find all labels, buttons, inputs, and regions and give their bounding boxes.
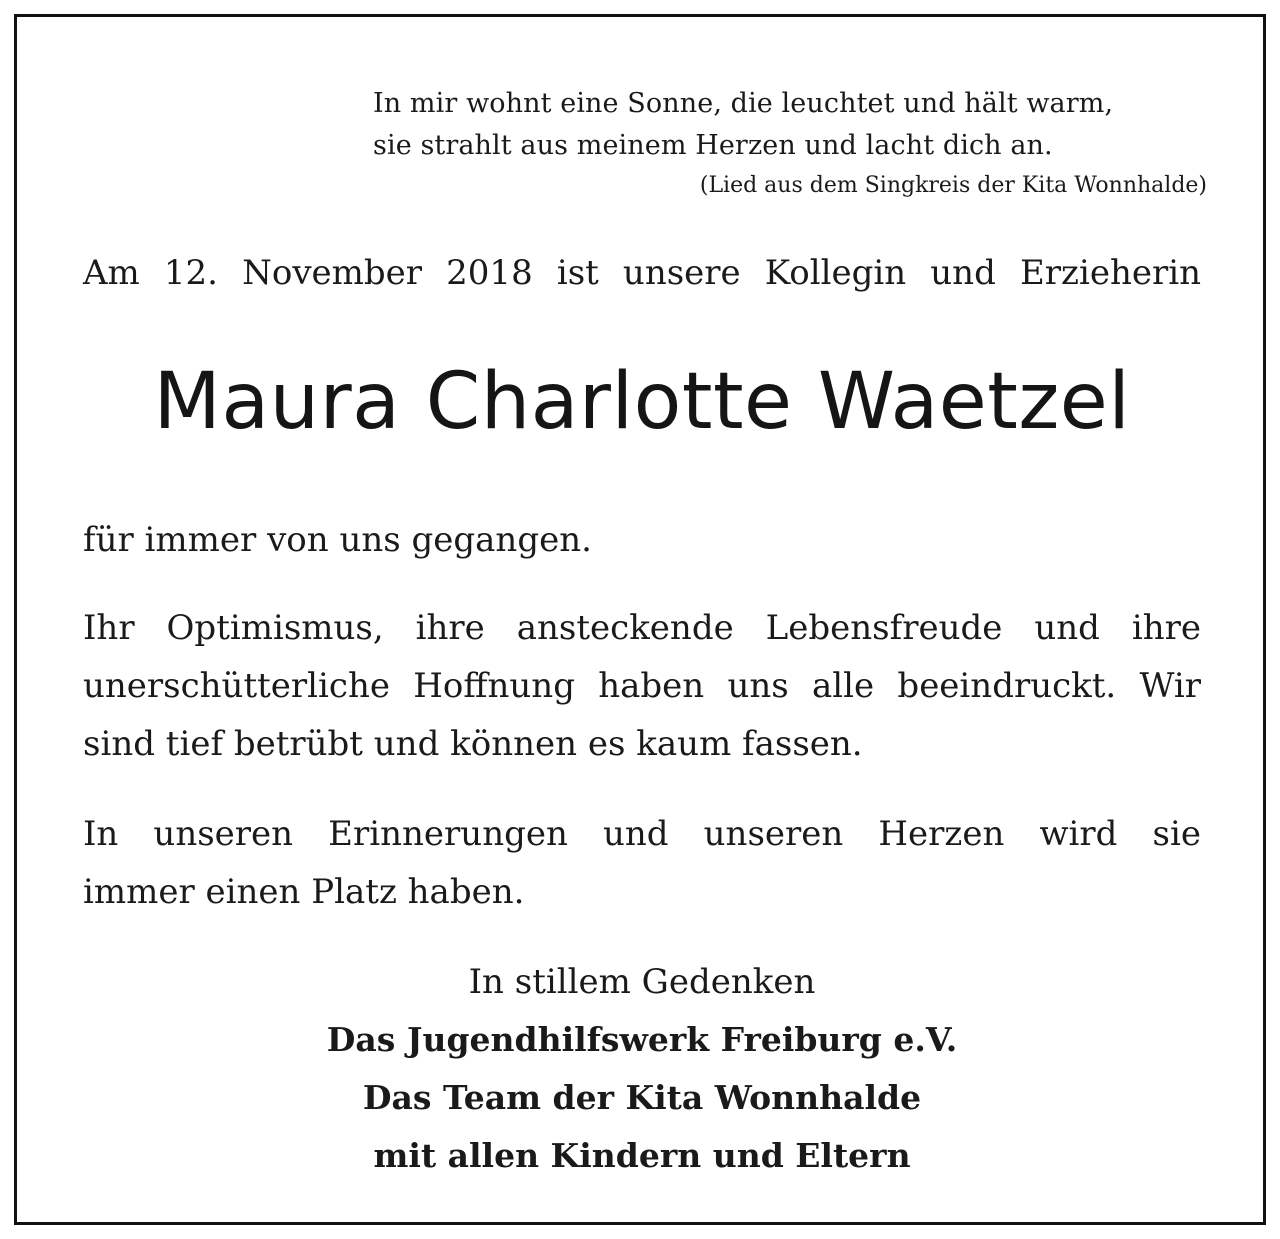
motto-line-2: sie strahlt aus meinem Herzen und lacht dich an.	[373, 130, 1053, 161]
paragraph-2	[83, 599, 1201, 773]
sender-team: Das Team der Kita Wonnhalde	[362, 1078, 922, 1117]
deceased-name: Maura Charlotte Waetzel	[153, 357, 1131, 447]
paragraph-3-line-2: immer einen Platz haben.	[83, 872, 525, 912]
paragraph-3	[83, 805, 1201, 921]
sender-organization: Das Jugendhilfswerk Freiburg e.V.	[326, 1020, 958, 1059]
intro-text: Am 12. November 2018 ist unsere Kollegin und Erzieherin	[83, 253, 1201, 293]
motto-quote	[373, 83, 1203, 167]
closing-block	[83, 953, 1201, 1185]
paragraph-1	[83, 511, 1201, 569]
obituary-notice	[14, 14, 1266, 1225]
paragraph-1-line: für immer von uns gegangen.	[83, 520, 592, 560]
paragraph-2-line-1: Ihr Optimismus, ihre ansteckende Lebensfreude und ihre	[83, 608, 1201, 648]
motto-source: (Lied aus dem Singkreis der Kita Wonnhalde)	[699, 173, 1207, 198]
closing-greeting: In stillem Gedenken	[468, 962, 816, 1002]
paragraph-3-line-1: In unseren Erinnerungen und unseren Herzen wird sie	[83, 814, 1201, 854]
paragraph-2-line-2: unerschütterliche Hoffnung haben uns alle beeindruckt. Wir	[83, 666, 1201, 706]
paragraph-2-line-3: sind tief betrübt und können es kaum fassen.	[83, 724, 863, 764]
sender-children-parents: mit allen Kindern und Eltern	[373, 1136, 911, 1175]
motto-line-1: In mir wohnt eine Sonne, die leuchtet und hält warm,	[373, 88, 1114, 119]
